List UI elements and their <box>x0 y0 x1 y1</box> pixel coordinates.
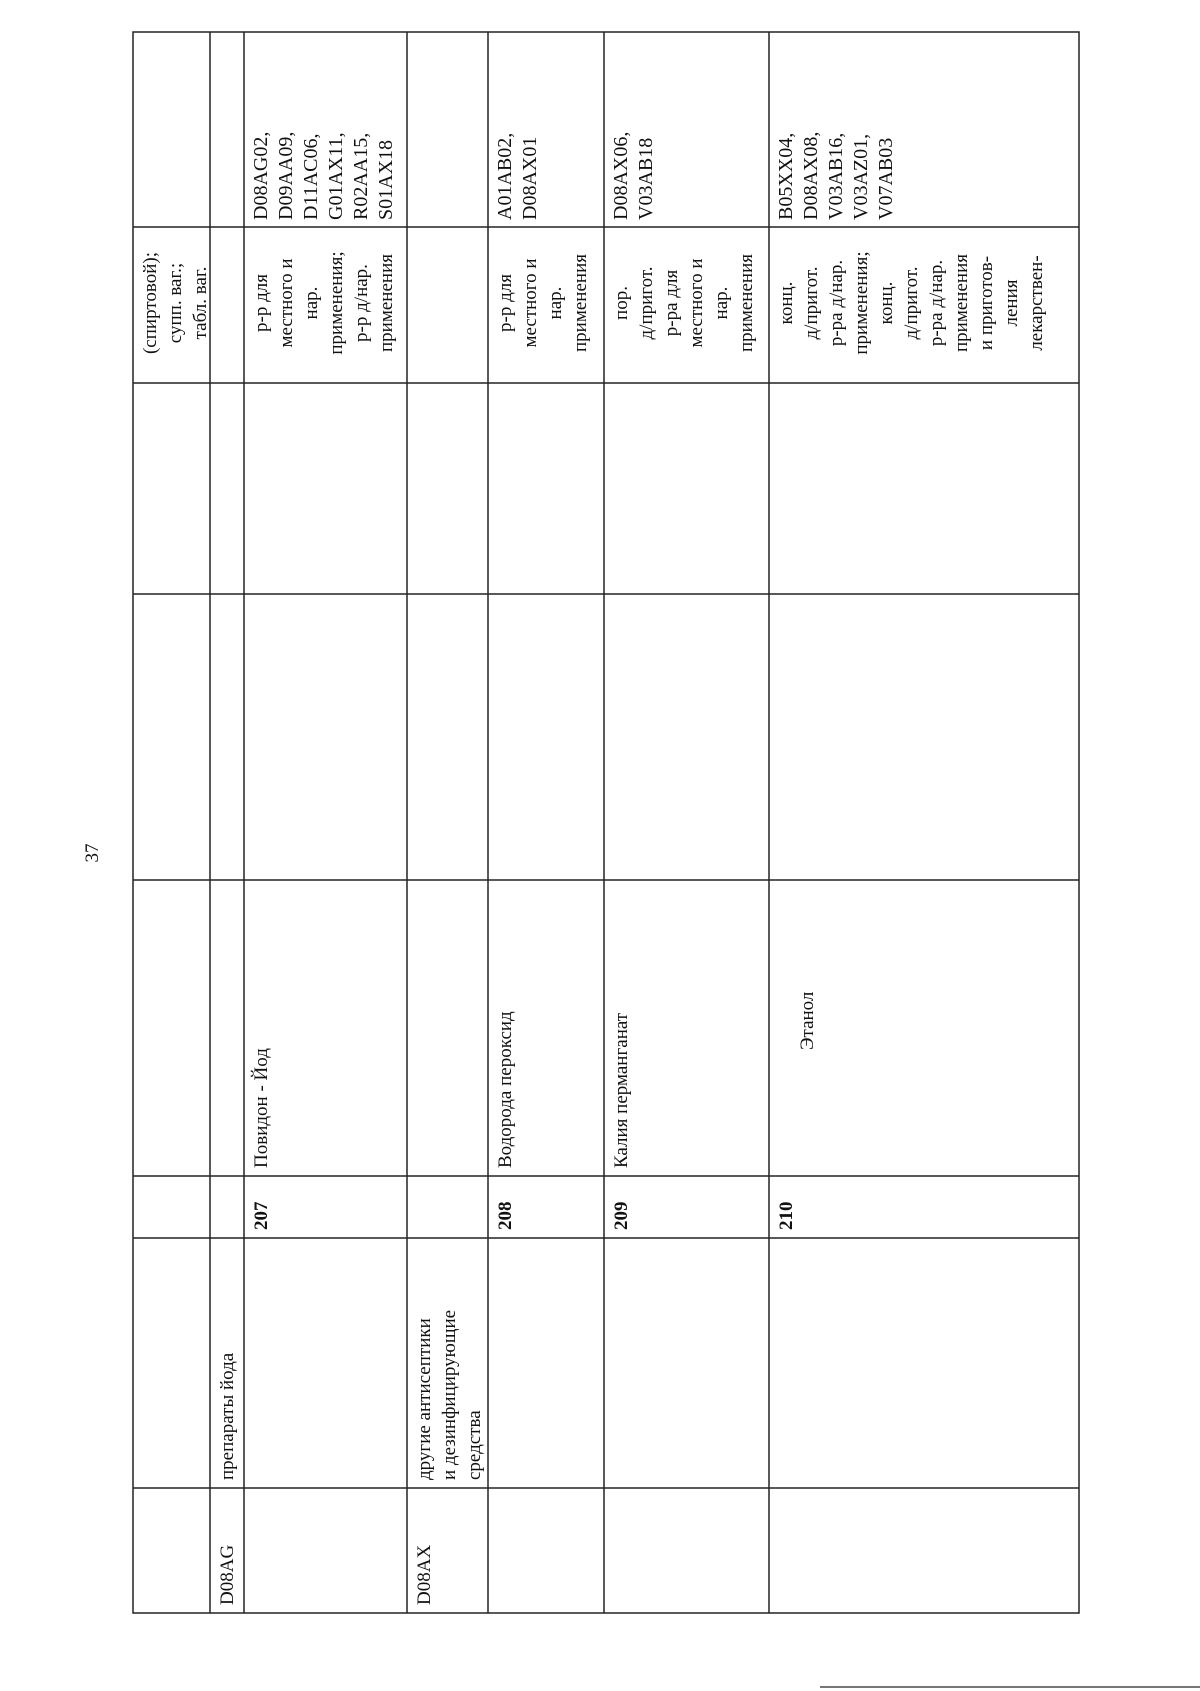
item-atc-codes: A01AB02, D08AX01 <box>494 132 541 220</box>
item-atc-codes: B05XX04, D08AX08, V03AB16, V03AZ01, V07AB03 <box>775 131 897 220</box>
group-name: другие антисептики и дезинфицирующие средства <box>414 1309 485 1480</box>
item-name: Водорода пероксид <box>495 1011 516 1168</box>
item-atc-codes: D08AG02, D09AA09, D11AC06, G01AX11, R02AA15, S01AX18 <box>250 131 397 220</box>
item-name: Калия перманганат <box>611 1012 632 1168</box>
group-name: препараты йода <box>217 1352 238 1480</box>
item-dosage-forms: конц. д/пригот. р-ра д/нар. применения; конц. д/пригот. р-ра д/нар. применения и приготов- ления лекарствен- <box>776 251 1047 355</box>
item-dosage-forms: р-р для местного и нар. применения; р-р д/нар. применения <box>251 251 397 355</box>
item-number: 208 <box>495 1201 516 1230</box>
item-number: 207 <box>251 1201 272 1230</box>
item-number: 209 <box>611 1201 632 1230</box>
item-dosage-forms: р-р для местного и нар. применения <box>495 254 591 352</box>
item-name: Повидон - Йод <box>251 1048 272 1168</box>
item-dosage-forms: пор. д/пригот. р-ра для местного и нар. применения <box>611 254 757 352</box>
item-number: 210 <box>776 1201 797 1230</box>
group-atc-code: D08AG <box>217 1544 238 1605</box>
page-bottom-rule <box>820 1686 1200 1688</box>
item-atc-codes: D08AX06, V03AB18 <box>610 131 657 220</box>
page-number: 37 <box>82 843 103 863</box>
header-dosage-forms: (спиртовой); супп. ваг.; табл. ваг. <box>140 252 211 355</box>
group-atc-code: D08AX <box>414 1544 435 1605</box>
item-name: Этанол <box>797 991 818 1050</box>
